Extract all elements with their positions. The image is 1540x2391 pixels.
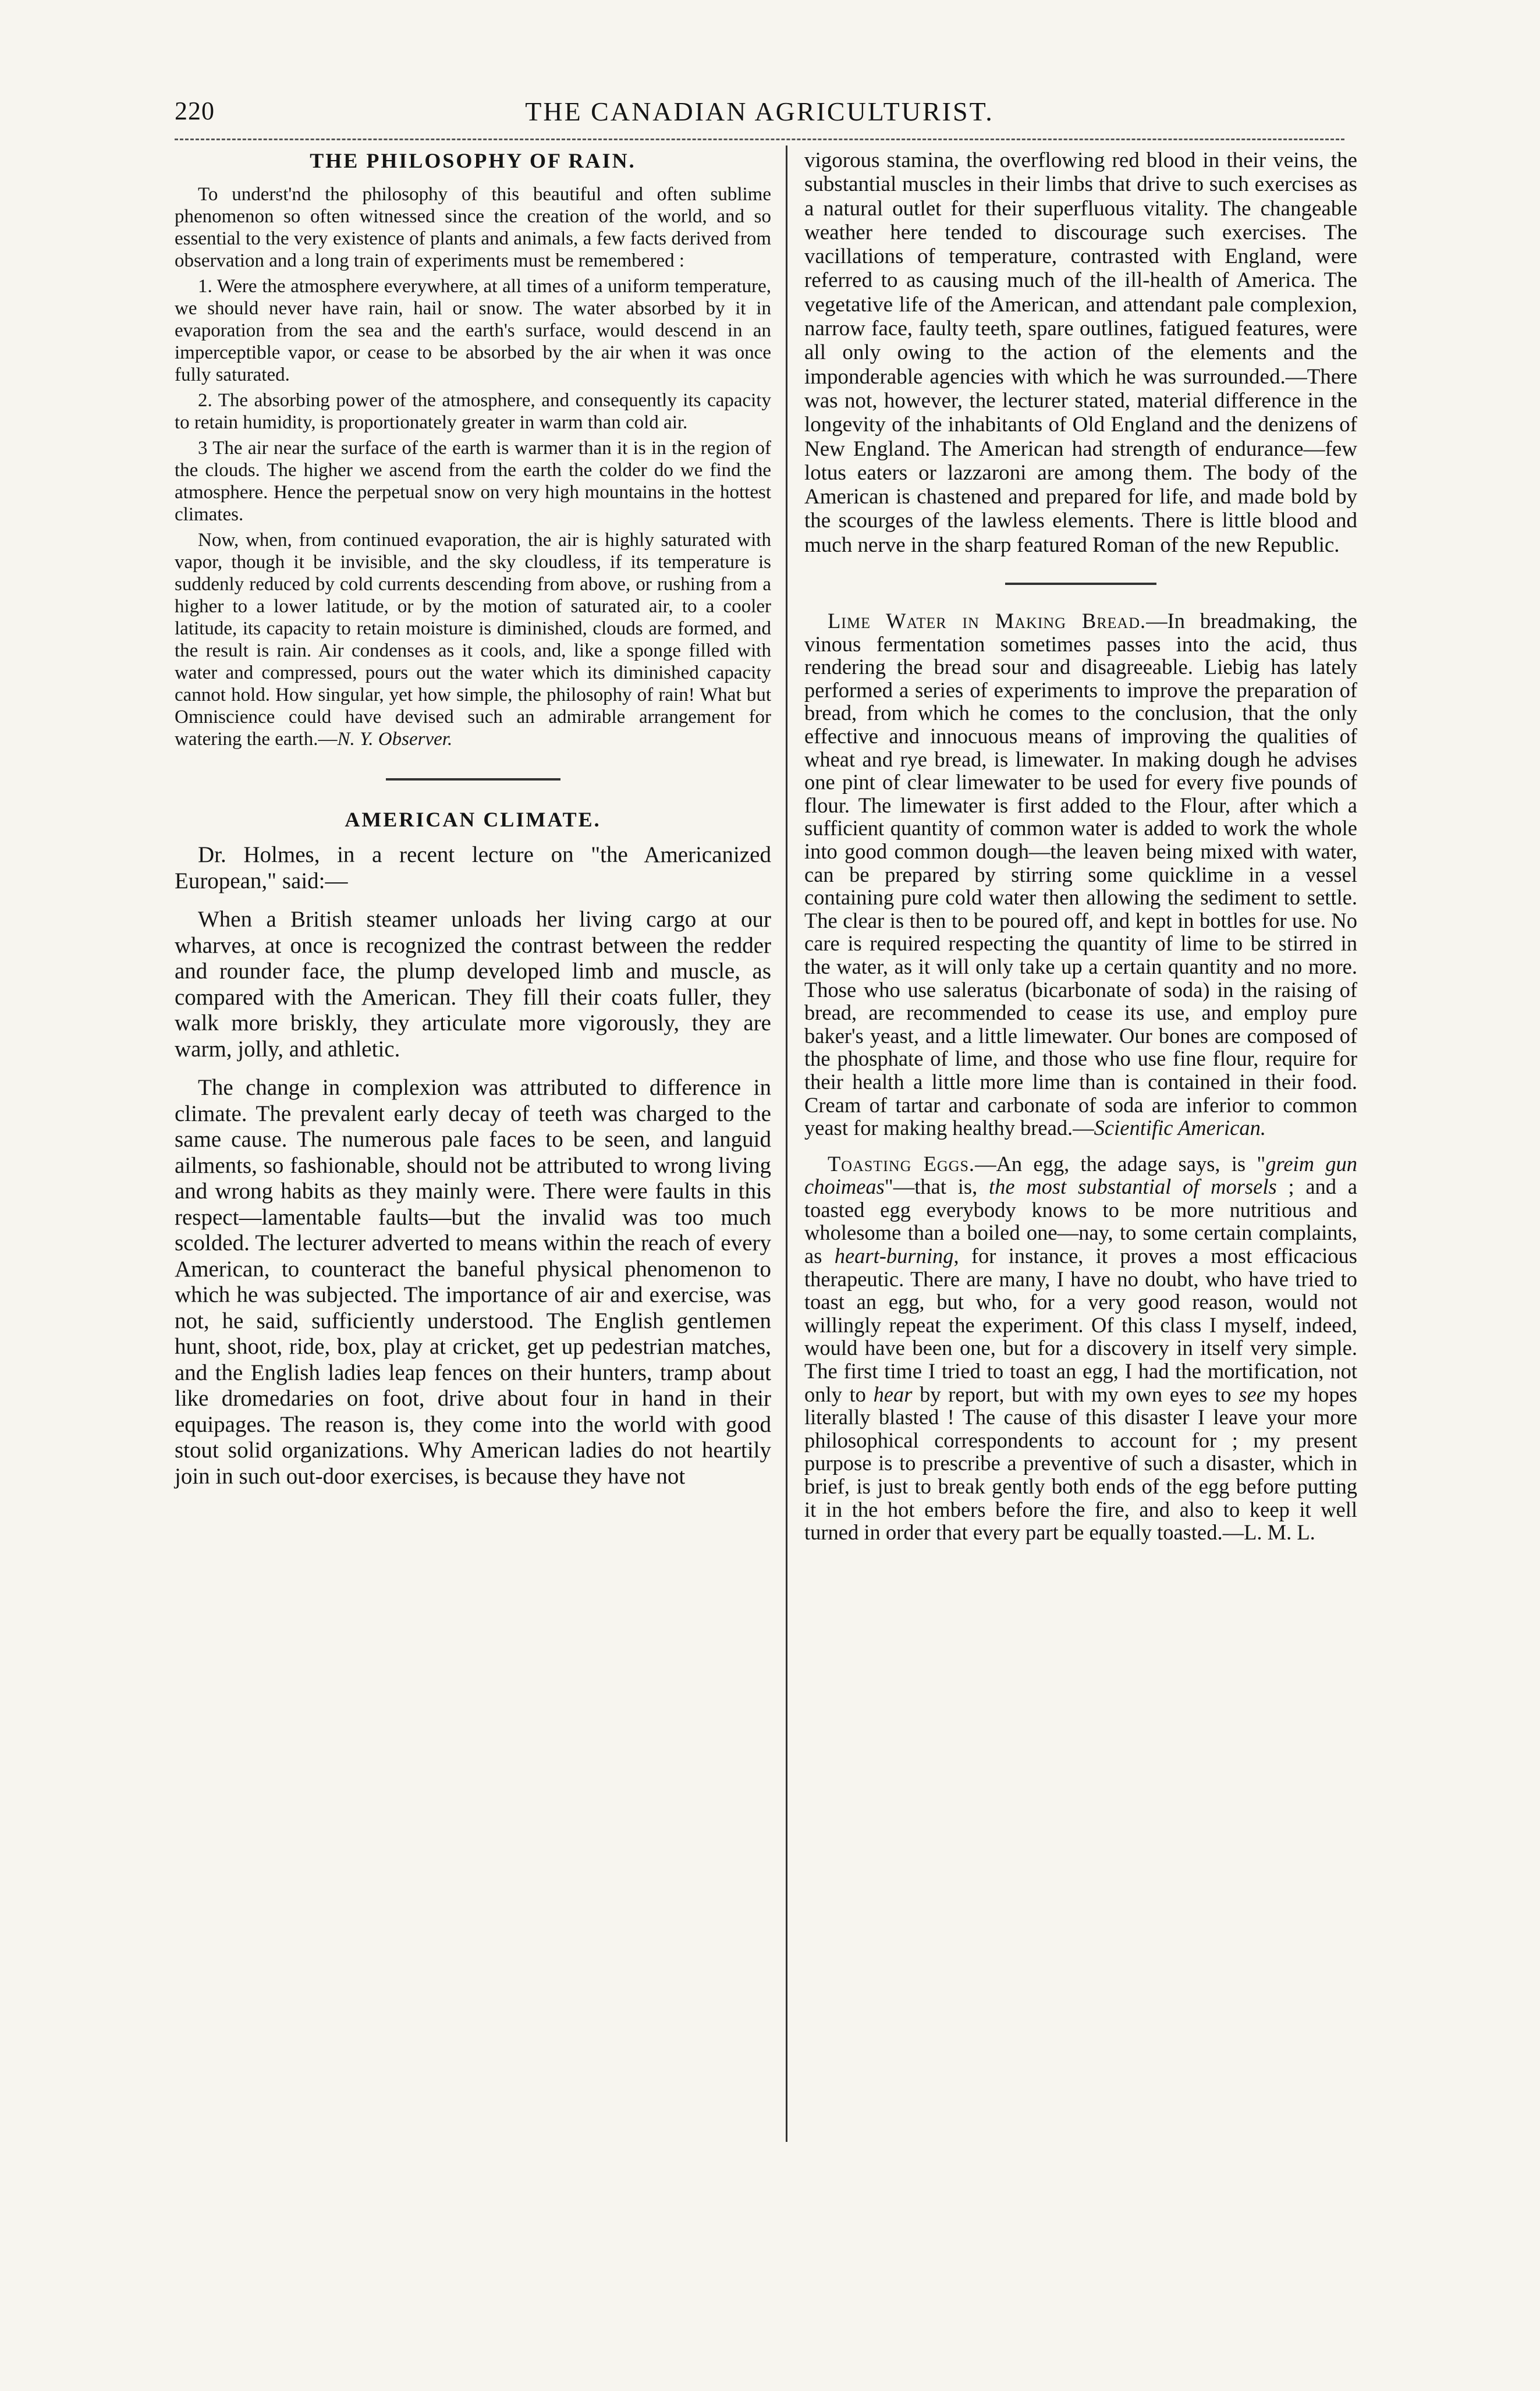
paragraph-text: , for instance, it proves a most efficacious therapeutic. There are many, I have no doubt, who have tried to toast an egg, but who, for a very good reason, would not willingly repeat the experiment. Of this class I myself, indeed, would have been one, but for a discovery in itself very simple. The first time I tried to toast an egg, I had the mortification, not only to (804, 1244, 1357, 1406)
right-column (804, 148, 1357, 1544)
source-credit: Scientific American. (1094, 1116, 1266, 1140)
article-american-climate (175, 807, 771, 1489)
source-credit: N. Y. Observer. (337, 729, 453, 750)
emphasis: hear (873, 1382, 913, 1406)
paragraph: The change in complexion was attributed to difference in climate. The prevalent early decay of teeth was charged to the same cause. The numerous pale faces to be seen, and languid ailments, so fashionable, should not be attributed to wrong living and wrong habits as they mainly were. There were faults in this respect—lamentable faults—but the invalid was too much scolded. The lecturer adverted to means within the reach of every American, to counteract the baneful physical phenomenon to which he was subjected. The importance of air and exercise, was not, he said, sufficiently understood. The English gentlemen hunt, shoot, ride, box, play at cricket, get up pedestrian matches, and the English ladies leap fences on their hunters, tramp about like dromedaries on foot, drive about four in hand in their equipages. The reason is, they come into the world with good stout solid organizations. Why American ladies do not heartily join in such out-door exercises, is because they have not (175, 1075, 771, 1489)
article-title: THE PHILOSOPHY OF RAIN. (310, 149, 636, 172)
articles-short-notes (804, 609, 1357, 1544)
paragraph (175, 529, 771, 750)
column-divider (786, 146, 787, 2142)
journal-title: THE CANADIAN AGRICULTURIST. (525, 97, 994, 126)
paragraph: 3 The air near the surface of the earth is warmer than it is in the region of the clouds. The higher we ascend from the earth the colder do we find the atmosphere. Hence the perpetual snow on very high mountains in the hottest climates. (175, 438, 771, 525)
article-philosophy-of-rain (175, 148, 771, 750)
paragraph: 1. Were the atmosphere everywhere, at all times of a uniform temperature, we should never have rain, hail or snow. The water absorbed by it in evaporation from the sea and the earth's surface, would descend in an imperceptible vapor, or cease to be absorbed by the air when it was once fully saturated. (175, 276, 771, 385)
emphasis: see (1239, 1382, 1266, 1406)
article-body (175, 842, 771, 1489)
header-rule (175, 139, 1344, 140)
page-number: 220 (175, 97, 215, 125)
paragraph-text: my hopes literally blasted ! The cause of this disaster I leave your more philosophical correspondents to account for ; my present purpose is to prescribe a preventive of such a disaster, which in brief, is just to break gently both ends of the egg before putting it in the hot embers before the fire, and also to keep it well turned in order that every part be equally toasted.—L. M. L. (804, 1382, 1357, 1545)
article-continuation (804, 148, 1357, 557)
paragraph-text: Now, when, from continued evaporation, the air is highly saturated with vapor, though it be invisible, and the sky cloudless, if its temperature is suddenly reduced by cold currents descending from above, or rushing from a higher to a lower latitude, or by the motion of saturated air, to a cooler latitude, its capacity to retain moisture is diminished, clouds are formed, and the result is rain. Air condenses as it cools, and, like a sponge filled with water and compressed, pours out the water which its diminished capacity cannot hold. How singular, yet how simple, the philosophy of rain! What but Omniscience could have devised such an admirable arrangement for watering the earth.— (175, 530, 771, 750)
paragraph-text: —An egg, the adage says, is " (975, 1151, 1266, 1176)
emphasis: the most substantial of morsels (988, 1175, 1277, 1199)
left-column (175, 148, 771, 1489)
run-in-heading: Toasting Eggs. (828, 1151, 975, 1176)
paragraph-text: ; and a toasted egg everybody knows to be more nutritious and wholesome than a boiled one—nay, to some certain complaints, as (804, 1175, 1357, 1268)
paragraph: To underst'nd the philosophy of this beautiful and often sublime phenomenon so often witnessed since the creation of the world, and so essential to the very existence of plants and animals, a few facts derived from observation and a long train of experiments must be remembered : (175, 184, 771, 271)
paragraph: Dr. Holmes, in a recent lecture on "the Americanized European," said:— (175, 842, 771, 893)
section-separator (1005, 583, 1156, 585)
article-body (175, 183, 771, 750)
paragraph: 2. The absorbing power of the atmosphere, and consequently its capacity to retain humidity, is proportionately greater in warm than cold air. (175, 390, 771, 433)
paragraph-text: "—that is, (884, 1175, 989, 1199)
paragraph-text: —In breadmaking, the vinous fermentation sometimes passes into the acid, thus rendering the bread sour and disagreeable. Liebig has lately performed a series of experiments to improve the preparation of bread, from which he comes to the conclusion, that the only effective and innocuous means of improving the qualities of wheat and rye bread, is limewater. In making dough he advises one pint of clear limewater to be used for every five pounds of flour. The limewater is first added to the Flour, after which a sufficient quantity of common water is added to work the whole into good common dough—the leaven being mixed with water, can be prepared by stirring some quicklime in a vessel containing pure cold water then allowing the sediment to settle. The clear is then to be poured off, and kept in bottles for use. No care is required respecting the quantity of lime to be stirred in the water, as it will only take up a certain quantity and no more. Those who use saleratus (bicarbonate of soda) in the raising of bread, are recommended to cease its use, and employ pure baker's yeast, and a little limewater. Our bones are composed of the phosphate of lime, and those who use fine flour, require for their health a little more lime than is contained in their food. Cream of tartar and carbonate of soda are inferior to common yeast for making healthy bread.— (804, 609, 1357, 1140)
paragraph: vigorous stamina, the overflowing red blood in their veins, the substantial muscles in their limbs that drive to such exercises as a natural outlet for their superfluous vitality. The changeable weather here tended to discourage such exercises. The vacillations of temperature, contrasted with England, were referred to as causing much of the ill-health of America. The vegetative life of the American, and attendant pale complexion, narrow face, faulty teeth, spare outlines, fatigued features, were all only owing to the action of the elements and the imponderable agencies with which he was surrounded.—There was not, however, the lecturer stated, material difference in the longevity of the inhabitants of Old England and the denizens of New England. The American had strength of endurance—few lotus eaters or lazzaroni are among them. The body of the American is chastened and prepared for life, and made bold by the scourges of the lawless elements. There is little blood and much nerve in the sharp featured Roman of the new Republic. (804, 148, 1357, 557)
page-header (175, 96, 1344, 131)
emphasis: heart-burning (834, 1244, 954, 1268)
paragraph: When a British steamer unloads her living cargo at our wharves, at once is recognized the contrast between the redder and rounder face, the plump developed limb and muscle, as compared with the American. They fill their coats fuller, they walk more briskly, they articulate more vigorously, they are warm, jolly, and athletic. (175, 907, 771, 1062)
article-title: AMERICAN CLIMATE. (345, 808, 601, 831)
paragraph-toasting-eggs (804, 1152, 1357, 1544)
run-in-heading: Lime Water in Making Bread. (828, 609, 1147, 633)
section-separator (386, 778, 560, 781)
paragraph-text: by report, but with my own eyes to (912, 1382, 1239, 1406)
paragraph-lime-water (804, 609, 1357, 1140)
emphasis: greim gun choimeas (804, 1151, 1358, 1199)
